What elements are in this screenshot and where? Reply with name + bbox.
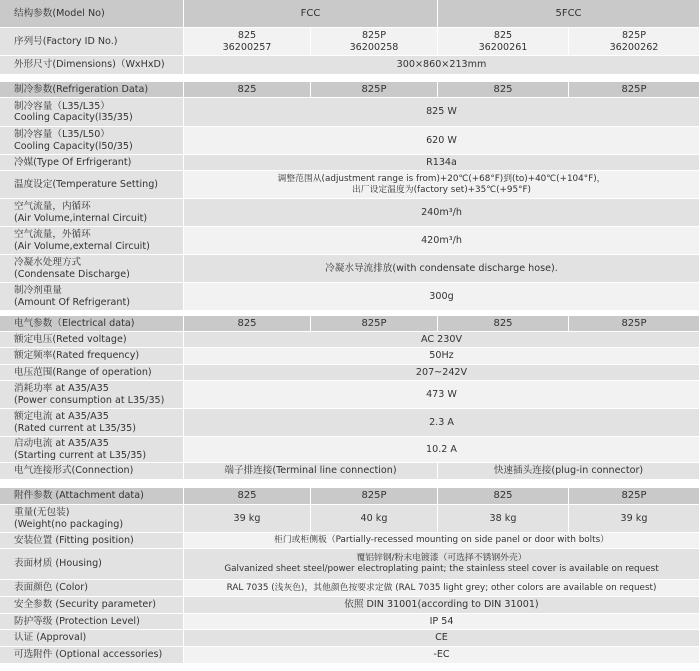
model-825: 825 <box>237 30 257 41</box>
label-cn: 额定电流 at A35/A35 <box>14 411 109 422</box>
air-internal-label <box>0 199 184 227</box>
weight-value: 39 kg <box>184 505 311 533</box>
security-value: 依照 DIN 31001(according to DIN 31001) <box>184 597 700 614</box>
model-825p: 825P <box>569 82 700 98</box>
current-row <box>0 409 700 437</box>
temp-range: 调整范围从(adjustment range is from)+20℃(+68°F)到(to)+40℃(+104°F)， <box>277 173 606 184</box>
air-external-value: 420m³/h <box>184 227 700 255</box>
approval-value: CE <box>184 630 700 647</box>
fitting-label: 安装位置 (Fitting position) <box>0 533 184 549</box>
model-825p: 825P <box>621 30 647 41</box>
weight-label <box>0 505 184 533</box>
connection-row <box>0 463 700 480</box>
weight-value: 40 kg <box>311 505 438 533</box>
factory-row <box>0 28 700 56</box>
air-external-label <box>0 227 184 255</box>
factory-col-2 <box>311 28 438 56</box>
dimensions-row <box>0 56 700 75</box>
air-internal-row <box>0 199 700 227</box>
model-825: 825 <box>184 488 311 505</box>
label-cn: 空气流量，内循环 <box>14 201 91 212</box>
protection-row <box>0 614 700 630</box>
weight-row <box>0 505 700 533</box>
voltage-row <box>0 332 700 348</box>
label-cn: 消耗功率 at A35/A35 <box>14 383 109 394</box>
factory-col-4 <box>569 28 700 56</box>
housing-value <box>184 549 700 580</box>
color-value: RAL 7035 (浅灰色)，其他颜色按要求定做 (RAL 7035 light grey; other colors are available on request) <box>184 580 700 597</box>
temp-factory: 出厂设定温度为(factory set)+35℃(+95°F) <box>352 184 531 195</box>
refrigerant-label: 冷媒(Type Of Erfrigerant) <box>0 155 184 171</box>
air-internal-value: 240m³/h <box>184 199 700 227</box>
amount-label <box>0 283 184 311</box>
protection-value: IP 54 <box>184 614 700 630</box>
power-row <box>0 381 700 409</box>
label-en: (Starting current at L35/35) <box>14 449 147 461</box>
color-label: 表面颜色 (Color) <box>0 580 184 597</box>
color-row <box>0 580 700 597</box>
connection-fcc: 端子排连接(Terminal line connection) <box>184 463 438 480</box>
cooling-l50-value: 620 W <box>184 127 700 155</box>
amount-row <box>0 283 700 311</box>
model-825: 825 <box>438 316 569 332</box>
fitting-value: 柜门或柜侧板（Partially-recessed mounting on side panel or door with bolts） <box>184 533 700 549</box>
label-en: (Power consumption at L35/35) <box>14 394 165 406</box>
optional-row <box>0 647 700 664</box>
security-row <box>0 597 700 614</box>
housing-row <box>0 549 700 580</box>
label-en: Cooling Capacity(l35/35) <box>14 112 133 123</box>
dimensions-label: 外形尺寸(Dimensions)（WxHxD) <box>0 56 184 75</box>
current-value: 2.3 A <box>184 409 700 437</box>
group-fcc: FCC <box>184 0 438 28</box>
label-cn: 制冷容量（L35/L35） <box>14 100 110 112</box>
model-header-row <box>0 0 700 28</box>
range-row <box>0 365 700 381</box>
attachment-header <box>0 488 700 505</box>
housing-label: 表面材质 (Housing) <box>0 549 184 580</box>
model-label: 结构参数(Model No) <box>0 0 184 28</box>
model-825: 825 <box>438 488 569 505</box>
label-cn: 空气流量，外循环 <box>14 229 91 240</box>
condensate-row <box>0 255 700 283</box>
connection-label: 电气连接形式(Connection) <box>0 463 184 480</box>
label-cn: 重量(无包装) <box>14 507 70 518</box>
factory-col-3 <box>438 28 569 56</box>
approval-label: 认证 (Approval) <box>0 630 184 647</box>
voltage-label: 额定电压(Reted voltage) <box>0 332 184 348</box>
label-cn: 启动电流 at A35/A35 <box>14 438 109 449</box>
amount-value: 300g <box>184 283 700 311</box>
condensate-value: 冷凝水导流排放(with condensate discharge hose). <box>184 255 700 283</box>
weight-value: 38 kg <box>438 505 569 533</box>
model-825p: 825P <box>311 316 438 332</box>
factory-label: 序列号(Factory ID No.) <box>0 28 184 56</box>
power-label <box>0 381 184 409</box>
security-label: 安全参数 (Security parameter) <box>0 597 184 614</box>
housing-cn: 覆铝锌钢/粉末电镀漆（可选择不锈钢外壳） <box>356 553 527 563</box>
fitting-row <box>0 533 700 549</box>
refrigerant-row <box>0 155 700 171</box>
range-value: 207~242V <box>184 365 700 381</box>
voltage-value: AC 230V <box>184 332 700 348</box>
label-en: (Weight(no packaging) <box>14 518 124 530</box>
section-title: 附件参数 (Attachment data) <box>0 488 184 505</box>
refrigeration-header <box>0 82 700 98</box>
factory-id: 36200261 <box>478 41 528 53</box>
cooling-l35-row <box>0 98 700 127</box>
housing-en: Galvanized sheet steel/power electroplating paint; the stainless steel cover is available on request <box>224 564 659 574</box>
starting-current-label <box>0 437 184 463</box>
factory-id: 36200262 <box>609 41 659 53</box>
temperature-row <box>0 171 700 199</box>
label-en: Cooling Capacity(l50/35) <box>14 140 133 152</box>
starting-current-value: 10.2 A <box>184 437 700 463</box>
cooling-l50-label <box>0 127 184 155</box>
refrigerant-value: R134a <box>184 155 700 171</box>
factory-col-1 <box>184 28 311 56</box>
label-cn: 制冷剂重量 <box>14 285 62 296</box>
label-en: (Condensate Discharge) <box>14 268 130 280</box>
model-825p: 825P <box>569 316 700 332</box>
condensate-label <box>0 255 184 283</box>
label-cn: 制冷容量（L35/L50） <box>14 129 110 140</box>
optional-label: 可选附件 (Optional accessories) <box>0 647 184 664</box>
model-825p: 825P <box>361 30 387 41</box>
model-825p: 825P <box>569 488 700 505</box>
cooling-l35-value: 825 W <box>184 98 700 127</box>
group-5fcc: 5FCC <box>438 0 700 28</box>
model-825: 825 <box>184 316 311 332</box>
weight-value: 39 kg <box>569 505 700 533</box>
cooling-l35-label <box>0 98 184 127</box>
section-title: 制冷参数(Refrigeration Data) <box>0 82 184 98</box>
connection-5fcc: 快速插头连接(plug-in connector) <box>438 463 700 480</box>
air-external-row <box>0 227 700 255</box>
dimensions-value: 300×860×213mm <box>184 56 700 75</box>
range-label: 电压范围(Range of operation) <box>0 365 184 381</box>
temperature-label: 温度设定(Temperature Setting) <box>0 171 184 199</box>
model-825: 825 <box>493 30 513 41</box>
temperature-value <box>184 171 700 199</box>
model-825: 825 <box>438 82 569 98</box>
frequency-row <box>0 348 700 365</box>
label-cn: 冷凝水处理方式 <box>14 257 82 268</box>
model-825p: 825P <box>311 82 438 98</box>
power-value: 473 W <box>184 381 700 409</box>
model-825: 825 <box>184 82 311 98</box>
label-en: (Amount Of Refrigerant) <box>14 296 130 308</box>
label-en: (Air Volume,external Circuit) <box>14 240 150 252</box>
section-title: 电气参数（Electrical data) <box>0 316 184 332</box>
factory-id: 36200257 <box>222 41 272 53</box>
current-label <box>0 409 184 437</box>
frequency-value: 50Hz <box>184 348 700 365</box>
cooling-l50-row <box>0 127 700 155</box>
frequency-label: 额定频率(Rated frequency) <box>0 348 184 365</box>
label-en: (Rated current at L35/35) <box>14 422 136 434</box>
protection-label: 防护等级 (Protection Level) <box>0 614 184 630</box>
electrical-header <box>0 316 700 332</box>
approval-row <box>0 630 700 647</box>
optional-value: -EC <box>184 647 700 664</box>
label-en: (Air Volume,internal Circuit) <box>14 212 148 224</box>
starting-current-row <box>0 437 700 463</box>
factory-id: 36200258 <box>349 41 399 53</box>
model-825p: 825P <box>311 488 438 505</box>
